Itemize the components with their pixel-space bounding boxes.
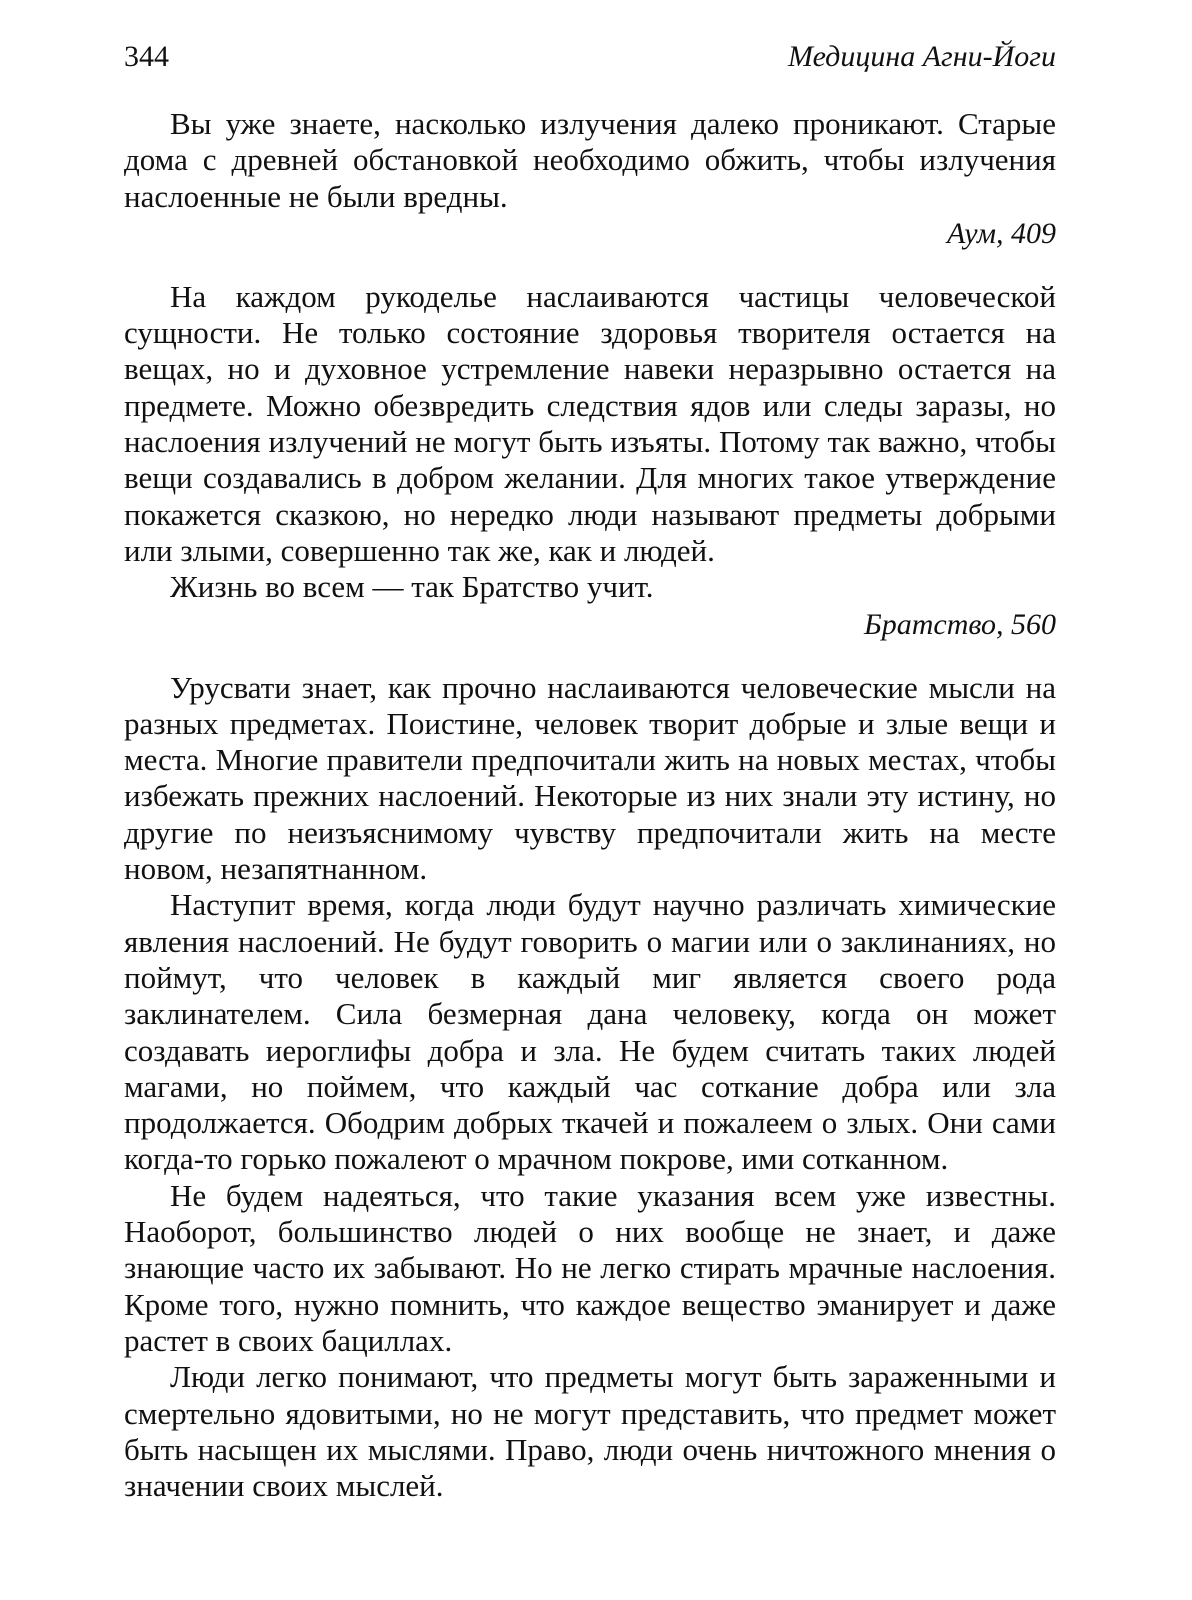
page-number: 344 (124, 40, 169, 73)
source-citation: Братство, 560 (864, 607, 1056, 641)
running-title: Медицина Агни-Йоги (788, 40, 1056, 73)
source-citation: Аум, 409 (946, 216, 1056, 250)
paragraph: Не будем надеяться, что такие указания всем уже известны. Наоборот, большинство людей о них вообще не знает, и даже знающие часто их забывают. Но не легко стирать мрачные наслоения. Кроме того, нужно помнить, что каждое вещество эманирует и даже растет в своих бациллах. (124, 1177, 1056, 1358)
paragraph: Жизнь во всем — так Братство учит. (170, 569, 654, 605)
paragraph: Вы уже знаете, насколько излучения далеко проникают. Старые дома с древней обстановкой необходимо обжить, чтобы излучения наслоенные не были вредны. (124, 106, 1056, 214)
book-page (124, 40, 1056, 1504)
quote-section-aum (124, 106, 1056, 253)
paragraph: На каждом рукоделье наслаиваются частицы человеческой сущности. Не только состояние здоровья творителя остается на вещах, но и духовное устремление навеки неразрывно остается на предмете. Можно обезвредить следствия ядов или следы заразы, но наслоения излучений не могут быть изъяты. Потому так важно, чтобы вещи создавались в добром желании. Для многих такое утверждение покажется сказкою, но нередко люди называют предметы добрыми или злыми, совершенно так же, как и людей. (124, 278, 1056, 568)
paragraph: Урусвати знает, как прочно наслаиваются человеческие мысли на разных предметах. Поистине, человек творит добрые и злые вещи и места. Многие правители предпочитали жить на новых местах, чтобы избежать прежних наслоений. Некоторые из них знали эту истину, но другие по неизъяснимому чувству предпочитали жить на месте новом, незапятнанном. (124, 669, 1056, 887)
quote-section-urusvati (124, 670, 1056, 1505)
quote-section-bratstvo (124, 279, 1056, 644)
page-header (124, 40, 1056, 90)
paragraph: Наступит время, когда люди будут научно различать химические явления наслоений. Не будут говорить о магии или о заклинаниях, но поймут, что человек в каждый миг является своего рода заклинателем. Сила безмерная дана человеку, когда он может создавать иероглифы добра и зла. Не будем считать таких людей магами, но поймем, что каждый час соткание добра или зла продолжается. Ободрим добрых ткачей и пожалеем о злых. Они сами когда-то горько пожалеют о мрачном покрове, ими сотканном. (124, 887, 1056, 1177)
paragraph: Люди легко понимают, что предметы могут быть зараженными и смертельно ядовитыми, но не могут представить, что предмет может быть насыщен их мыслями. Право, люди очень ничтожного мнения о значении своих мыслей. (124, 1359, 1056, 1504)
